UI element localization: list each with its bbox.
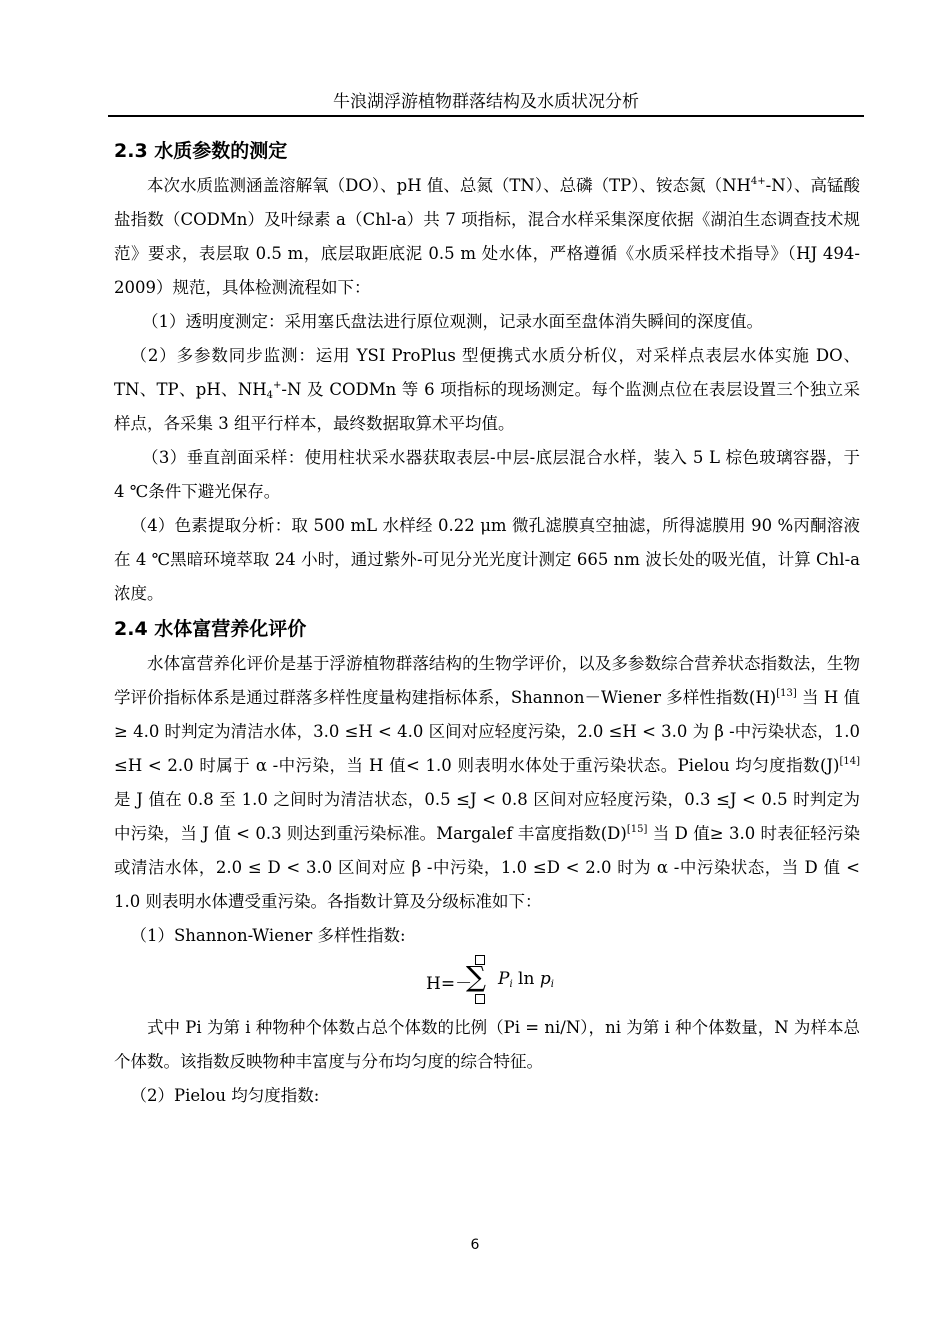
shannon-formula — [114, 953, 860, 1011]
formula-index: i — [550, 979, 554, 990]
text-run: 是 J 值在 0.8 至 1.0 之间时为清洁状态，0.5 ≤J < 0.8 区间对应轻度污染，0.3 ≤J < 0.5 时判定为中污染，当 J 值 < 0.3 则达到重污染标准。Margalef 丰富度指数(D) — [114, 790, 860, 843]
header-rule — [108, 115, 864, 117]
superscript: 4+ — [750, 176, 766, 187]
citation-ref-15: [15] — [626, 824, 648, 835]
citation-ref-14: [14] — [839, 756, 860, 767]
section-heading-2-4: 2.4 水体富营养化评价 — [114, 618, 307, 640]
text-run: 本次水质监测涵盖溶解氧（DO）、pH 值、总氮（TN）、总磷（TP）、铵态氮（NH — [147, 176, 751, 195]
paragraph-step-1: （1）透明度测定：采用塞氏盘法进行原位观测，记录水面至盘体消失瞬间的深度值。 — [142, 312, 764, 331]
paragraph-step-3: （3）垂直剖面采样：使用柱状采水器获取表层-中层-底层混合水样，装入 5 L 棕色玻璃容器，于 4 ℃条件下避光保存。 — [114, 448, 860, 501]
paragraph-formula-explanation: 式中 Pi 为第 i 种物种个体数占总个体数的比例（Pi = ni/N），ni 为第 i 种个体数量，N 为样本总个体数。该指数反映物种丰富度与分布均匀度的综合特征。 — [114, 1018, 860, 1071]
text-run: （2）多参数同步监测：运用 YSI ProPlus 型便携式水质分析仪，对采样点表层水体实施 DO、TN、TP、pH、NH — [114, 346, 860, 399]
text-run: -N）、高锰酸盐指数（CODMn）及叶绿素 a（Chl-a）共 7 项指标，混合水样采集深度依据《湖泊生态调查技术规范》要求，表层取 0.5 m，底层取距底泥 0.5 m 处水体，严格遵循《水质采样技术指导》（HJ 494-2009）规范，具体检测流程如下： — [114, 176, 860, 297]
text-run: -N 及 CODMn 等 6 项指标的现场测定。每个监测点位在表层设置三个独立采样点，各采集 3 组平行样本，最终数据取算术平均值。 — [114, 380, 860, 433]
paragraph-2-4-body — [114, 647, 860, 919]
list-item-pielou-label: （2）Pielou 均匀度指数: — [130, 1086, 320, 1105]
page-body — [114, 133, 860, 1113]
superscript: + — [273, 380, 282, 391]
running-title: 牛浪湖浮游植物群落结构及水质状况分析 — [333, 92, 639, 112]
list-item-shannon-label: （1）Shannon-Wiener 多样性指数: — [130, 926, 406, 945]
paragraph-step-4: （4）色素提取分析：取 500 mL 水样经 0.22 μm 微孔滤膜真空抽滤，所得滤膜用 90 %丙酮溶液在 4 ℃黑暗环境萃取 24 小时，通过紫外-可见分光光度计测定 665 nm 波长处的吸光值，计算 Chl-a 浓度。 — [114, 516, 860, 603]
formula-rhs — [498, 969, 554, 989]
summation-symbol: ∑ — [466, 960, 486, 993]
citation-ref-13: [13] — [776, 688, 797, 699]
summation-lower-placeholder — [475, 994, 485, 1004]
formula-index: i — [509, 979, 513, 990]
paragraph-step-2 — [114, 339, 860, 441]
formula-lhs: H=－ — [426, 974, 473, 994]
text-run: 水体富营养化评价是基于浮游植物群落结构的生物学评价，以及多参数综合营养状态指数法，生物学评价指标体系是通过群落多样性度量构建指标体系，Shannon－Wiener 多样性指数(H) — [114, 654, 860, 707]
page-number: 6 — [470, 1237, 480, 1253]
paragraph-2-3-intro — [114, 169, 860, 305]
text-run: 当 D 值≥ 3.0 时表征轻污染或清洁水体，2.0 ≤ D < 3.0 区间对应 β -中污染，1.0 ≤D < 2.0 时为 α -中污染状态，当 D 值 < 1.0 则表明水体遭受重污染。各指数计算及分级标准如下： — [114, 824, 860, 911]
section-heading-2-3: 2.3 水质参数的测定 — [114, 140, 288, 162]
formula-var-p-lower: p — [539, 969, 551, 989]
formula-var-p: P — [498, 969, 510, 989]
subscript: 4 — [266, 390, 274, 401]
text-run: 当 H 值≥ 4.0 时判定为清洁水体，3.0 ≤H < 4.0 区间对应轻度污染，2.0 ≤H < 3.0 为 β -中污染状态，1.0 ≤H < 2.0 时属于 α -中污染，当 H 值< 1.0 则表明水体处于重污染状态。Pielou 均匀度指数(J) — [114, 688, 860, 775]
formula-ln: ln — [512, 969, 540, 989]
